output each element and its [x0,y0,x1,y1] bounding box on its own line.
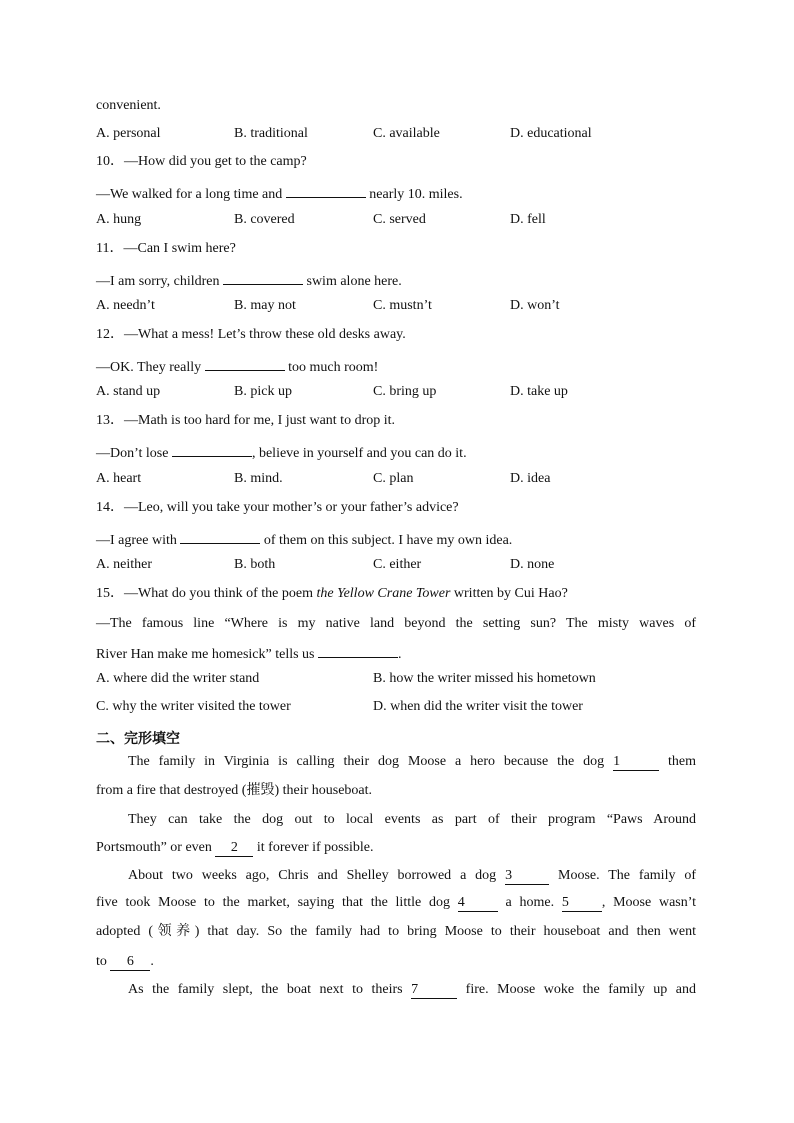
q10-option-c: C. served [373,212,426,227]
q12-blank [205,356,285,371]
q12-option-a: A. stand up [96,384,161,399]
q11-option-b: B. may not [234,298,296,313]
q10-stem: 10．—How did you get to the camp? [96,154,307,169]
q11-answer-line: —I am sorry, children swim alone here. [96,270,402,291]
p3-line-4: to 6 . [96,954,154,969]
q13-option-c: C. plan [373,471,414,486]
q11-stem: 11．—Can I swim here? [96,241,236,256]
q12-stem: 12．—What a mess! Let’s throw these old desks away. [96,327,406,342]
cloze-blank-1: 1 [613,754,659,771]
cloze-blank-4: 4 [458,895,498,912]
q14-blank [180,529,260,544]
q10-blank [286,183,366,198]
q13-option-d: D. idea [510,471,551,486]
q13-option-a: A. heart [96,471,142,486]
q14-option-b: B. both [234,557,276,572]
q10-option-d: D. fell [510,212,546,227]
poem-title: the Yellow Crane Tower [316,586,451,601]
section-title-cloze: 二、完形填空 [96,731,180,747]
p4-line-1: As the family slept, the boat next to theirs 7 fire. Moose woke the family up and [128,982,697,997]
q11-option-d: D. won’t [510,298,560,313]
q14-option-d: D. none [510,557,555,572]
q9-continuation: convenient. [96,98,161,113]
q9-option-a: A. personal [96,126,161,141]
q13-option-b: B. mind. [234,471,283,486]
q14-option-c: C. either [373,557,422,572]
p1-line-1: The family in Virginia is calling their dog Moose a hero because the dog 1 them [128,754,696,769]
q12-option-d: D. take up [510,384,568,399]
p3-line-2: five took Moose to the market, saying that the little dog 4 a home. 5 , Moose wasn’t [96,895,697,910]
q13-stem: 13．—Math is too hard for me, I just want to drop it. [96,413,396,428]
q14-answer-line: —I agree with of them on this subject. I have my own idea. [96,529,512,550]
q10-option-b: B. covered [234,212,295,227]
q10-option-a: A. hung [96,212,142,227]
q13-blank [172,442,252,457]
cloze-blank-2: 2 [215,840,253,857]
q11-blank [223,270,303,285]
q14-option-a: A. neither [96,557,152,572]
q12-option-b: B. pick up [234,384,292,399]
q14-stem: 14．—Leo, will you take your mother’s or your father’s advice? [96,500,459,515]
q11-option-a: A. needn’t [96,298,155,313]
q9-option-d: D. educational [510,126,592,141]
q15-option-d: D. when did the writer visit the tower [373,699,583,714]
q9-option-b: B. traditional [234,126,308,141]
cloze-blank-3: 3 [505,868,549,885]
q15-option-a: A. where did the writer stand [96,671,260,686]
cloze-blank-6: 6 [110,954,150,971]
p3-line-3: adopted (领养) that day. So the family had to bring Moose to their houseboat and then went [96,924,696,939]
q15-line-3: River Han make me homesick” tells us . [96,643,402,664]
cloze-blank-5: 5 [562,895,602,912]
q12-option-c: C. bring up [373,384,437,399]
q15-blank [318,643,398,658]
q9-option-c: C. available [373,126,440,141]
q15-stem: 15．—What do you think of the poem the Yellow Crane Tower written by Cui Hao? [96,586,568,601]
q15-option-c: C. why the writer visited the tower [96,699,291,714]
q11-option-c: C. mustn’t [373,298,432,313]
q13-answer-line: —Don’t lose , believe in yourself and you can do it. [96,442,467,463]
p3-line-1: About two weeks ago, Chris and Shelley borrowed a dog 3 Moose. The family of [128,868,697,883]
p1-line-2: from a fire that destroyed (摧毁) their houseboat. [96,783,373,798]
q15-line-2: —The famous line “Where is my native land beyond the setting sun? The misty waves of [96,616,696,631]
cloze-blank-7: 7 [411,982,457,999]
q10-answer-line: —We walked for a long time and nearly 10. miles. [96,183,463,204]
q12-answer-line: —OK. They really too much room! [96,356,378,377]
p2-line-1: They can take the dog out to local events as part of their program “Paws Around [128,812,696,827]
q15-option-b: B. how the writer missed his hometown [373,671,596,686]
p2-line-2: Portsmouth” or even 2 it forever if possible. [96,840,374,855]
